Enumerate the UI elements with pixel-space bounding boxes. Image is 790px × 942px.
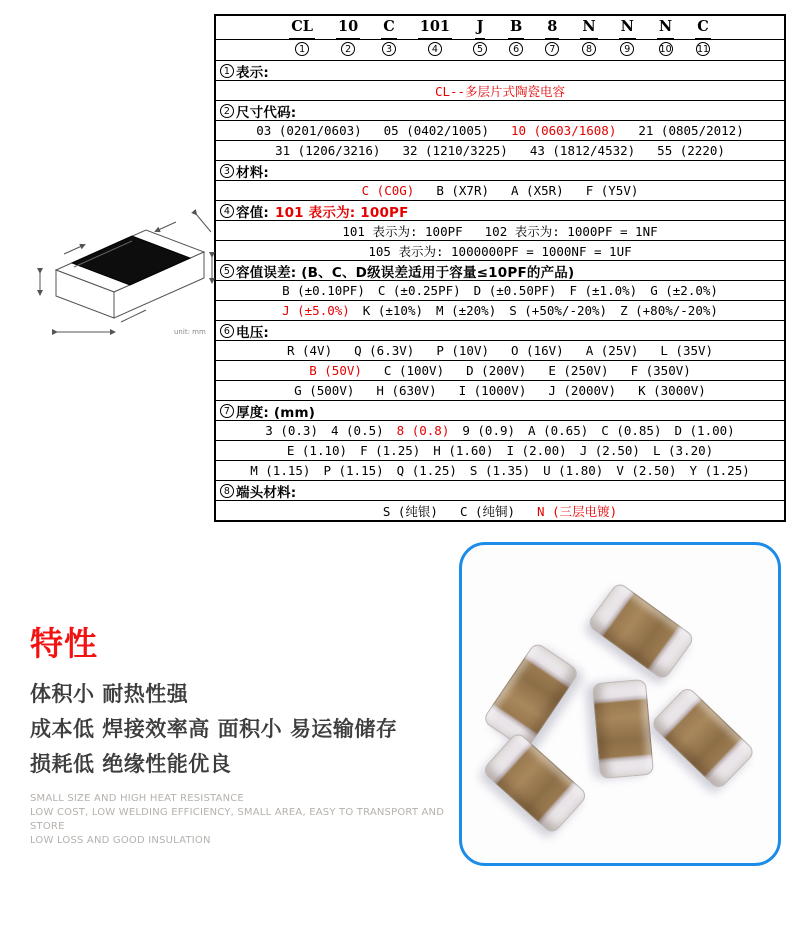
code-position — [418, 16, 452, 60]
spec-cell: O (16V) — [511, 343, 564, 358]
code-char: 10 — [336, 16, 360, 39]
code-position-badge: 1 — [295, 42, 309, 56]
spec-cell: G (500V) — [294, 383, 355, 398]
spec-cell: A (X5R) — [511, 183, 564, 198]
code-position — [619, 16, 636, 60]
spec-cell: D (1.00) — [674, 423, 735, 438]
spec-row — [216, 220, 784, 240]
spec-cell: S (+50%/-20%) — [509, 303, 608, 318]
features-english — [30, 792, 460, 848]
section-header-termination — [216, 480, 784, 500]
spec-cell: Z (+80%/-20%) — [620, 303, 718, 318]
feature-line-en: LOW COST, LOW WELDING EFFICIENCY, SMALL AREA, EASY TO TRANSPORT AND STORE — [30, 807, 445, 832]
code-position-badge: 8 — [582, 42, 596, 56]
section-header-thickness — [216, 400, 784, 420]
code-position-badge: 2 — [341, 42, 355, 56]
code-position — [289, 16, 315, 60]
part-code-columns — [216, 16, 784, 60]
section-title: 厚度: (mm) — [236, 404, 316, 421]
code-position-badge: 9 — [620, 42, 634, 56]
spec-cell: L (3.20) — [652, 443, 714, 458]
spec-row — [216, 180, 784, 200]
code-char: N — [619, 16, 636, 39]
spec-cell: V (2.50) — [616, 463, 677, 478]
feature-line: 成本低 焊接效率高 面积小 易运输储存 — [30, 717, 398, 741]
code-position-badge: 10 — [659, 44, 672, 55]
code-position-badge: 11 — [696, 44, 710, 55]
spec-cell: B (±0.10PF) — [282, 283, 365, 298]
spec-cell: 05 (0402/1005) — [383, 123, 489, 138]
section-number-badge: 1 — [220, 64, 234, 78]
spec-cell: F (±1.0%) — [569, 283, 638, 298]
spec-cell: J (2.50) — [579, 443, 640, 458]
spec-row — [216, 80, 784, 100]
feature-line: 体积小 耐热性强 — [30, 682, 189, 706]
spec-cell: I (2.00) — [506, 443, 567, 458]
spec-cell: P (10V) — [436, 343, 489, 358]
code-position — [508, 16, 524, 60]
section-header-tolerance — [216, 260, 784, 280]
spec-row — [216, 440, 784, 460]
spec-row — [216, 340, 784, 360]
section-header-material — [216, 160, 784, 180]
code-position-badge: 5 — [473, 42, 487, 56]
spec-row — [216, 500, 784, 520]
spec-row — [216, 140, 784, 160]
spec-cell: S (1.35) — [469, 463, 531, 478]
spec-cell: 21 (0805/2012) — [638, 123, 744, 138]
part-code-block — [216, 16, 784, 60]
code-char: 101 — [418, 16, 452, 39]
capacitor-photo-chip — [650, 685, 757, 791]
section-number-badge: 5 — [220, 264, 234, 278]
spec-cell: B (X7R) — [436, 183, 489, 198]
section-header-voltage — [216, 320, 784, 340]
feature-line-en: LOW LOSS AND GOOD INSULATION — [30, 835, 211, 846]
section-header-size-code — [216, 100, 784, 120]
spec-row — [216, 420, 784, 440]
spec-cell: F (350V) — [630, 363, 691, 378]
spec-row — [216, 120, 784, 140]
spec-cell: 8 (0.8) — [396, 423, 450, 438]
spec-cell: C (C0G) — [361, 183, 415, 198]
section-title: 容值误差: (B、C、D级误差适用于容量≤10PF的产品) — [236, 264, 575, 281]
spec-cell: J (±5.0%) — [282, 303, 350, 318]
spec-row — [216, 460, 784, 480]
spec-cell: R (4V) — [286, 343, 333, 358]
capacitor-photo-chip — [481, 731, 588, 835]
spec-cell: 10 (0603/1608) — [511, 123, 617, 138]
spec-cell: G (±2.0%) — [650, 283, 718, 298]
section-title: 材料: — [236, 164, 269, 181]
spec-cell: 3 (0.3) — [265, 423, 318, 438]
section-number-badge: 2 — [220, 104, 234, 118]
feature-line: 损耗低 绝缘性能优良 — [30, 752, 232, 776]
code-position — [695, 16, 711, 60]
features-section — [30, 618, 460, 848]
code-char: J — [475, 16, 486, 39]
section-title: 容值: — [236, 204, 269, 221]
spec-cell: 105 表示为: 1000000PF = 1000NF = 1UF — [368, 243, 632, 259]
spec-cell: C (100V) — [383, 363, 445, 378]
spec-cell: D (200V) — [466, 363, 527, 378]
spec-cell: D (±0.50PF) — [473, 283, 557, 298]
spec-cell: N (三层电镀) — [537, 503, 618, 519]
capacitor-dimension-diagram — [26, 192, 221, 354]
section-number-badge: 4 — [220, 204, 234, 218]
spec-cell: C (±0.25PF) — [377, 283, 461, 298]
spec-cell: S (纯银) — [382, 503, 438, 519]
spec-cell: B (50V) — [309, 363, 362, 378]
section-number-badge: 6 — [220, 324, 234, 338]
spec-cell: F (1.25) — [360, 443, 421, 458]
section-title: 电压: — [236, 324, 269, 341]
spec-cell: E (1.10) — [286, 443, 348, 458]
spec-cell: I (1000V) — [458, 383, 527, 398]
code-char: N — [580, 16, 597, 39]
section-number-badge: 7 — [220, 404, 234, 418]
spec-cell: U (1.80) — [543, 463, 604, 478]
code-position — [381, 16, 397, 60]
capacitor-photo-chip — [592, 679, 654, 779]
spec-cell: 4 (0.5) — [330, 423, 384, 438]
code-char: B — [508, 16, 524, 39]
code-char: N — [657, 16, 674, 39]
spec-cell: A (25V) — [585, 343, 639, 358]
capacitor-photo-chip — [586, 581, 695, 681]
features-heading: 特性 — [30, 624, 98, 663]
feature-line-en: SMALL SIZE AND HIGH HEAT RESISTANCE — [30, 793, 244, 804]
spec-cell: K (±10%) — [362, 303, 424, 318]
spec-row — [216, 240, 784, 260]
section-title: 尺寸代码: — [236, 104, 297, 121]
product-photo-frame — [459, 542, 781, 866]
spec-cell: F (Y5V) — [585, 183, 639, 198]
spec-cell: M (1.15) — [250, 463, 311, 478]
part-number-spec-table — [214, 14, 786, 522]
spec-cell: M (±20%) — [436, 303, 497, 318]
spec-cell: Q (6.3V) — [354, 343, 415, 358]
spec-cell: 9 (0.9) — [462, 423, 516, 438]
section-title-highlight: 101 表示为: 100PF — [275, 204, 409, 221]
code-position — [336, 16, 360, 60]
code-position — [580, 16, 597, 60]
section-number-badge: 8 — [220, 484, 234, 498]
spec-cell: Y (1.25) — [689, 463, 750, 478]
spec-cell: P (1.15) — [323, 463, 384, 478]
section-header-capacitance — [216, 200, 784, 220]
code-position — [473, 16, 487, 60]
spec-cell: 101 表示为: 100PF — [342, 223, 463, 239]
section-header-meaning — [216, 60, 784, 80]
spec-cell: H (1.60) — [433, 443, 494, 458]
code-char: C — [695, 16, 711, 39]
spec-cell: J (2000V) — [548, 383, 617, 398]
code-char: 8 — [545, 16, 559, 39]
spec-cell: 55 (2220) — [657, 143, 725, 158]
spec-cell: A (0.65) — [528, 423, 589, 438]
spec-row — [216, 300, 784, 320]
spec-cell: L (35V) — [660, 343, 714, 358]
spec-row — [216, 380, 784, 400]
code-position — [657, 16, 674, 60]
section-number-badge: 3 — [220, 164, 234, 178]
code-position-badge: 7 — [545, 42, 559, 56]
capacitor-photo-chip — [482, 641, 580, 751]
spec-row — [216, 280, 784, 300]
unit-label: unit: mm — [174, 328, 206, 336]
row-divider — [216, 39, 784, 40]
section-title: 端头材料: — [236, 484, 297, 501]
spec-cell: 03 (0201/0603) — [256, 123, 362, 138]
code-position-badge: 6 — [509, 42, 523, 56]
code-char: C — [381, 16, 397, 39]
spec-cell: C (纯铜) — [459, 503, 516, 519]
spec-cell: E (250V) — [548, 363, 609, 378]
spec-cell: 102 表示为: 1000PF = 1NF — [484, 223, 658, 239]
spec-cell: Q (1.25) — [396, 463, 457, 478]
section-title: 表示: — [236, 64, 269, 81]
code-position-badge: 4 — [428, 42, 442, 56]
spec-cell: CL--多层片式陶瓷电容 — [434, 83, 566, 99]
spec-cell: 31 (1206/3216) — [275, 143, 381, 158]
spec-cell: C (0.85) — [601, 423, 662, 438]
spec-cell: 32 (1210/3225) — [402, 143, 508, 158]
spec-cell: H (630V) — [376, 383, 437, 398]
spec-cell: 43 (1812/4532) — [529, 143, 636, 158]
code-position-badge: 3 — [382, 42, 396, 56]
code-position — [545, 16, 559, 60]
code-char: CL — [289, 16, 315, 39]
spec-cell: K (3000V) — [638, 383, 706, 398]
spec-row — [216, 360, 784, 380]
